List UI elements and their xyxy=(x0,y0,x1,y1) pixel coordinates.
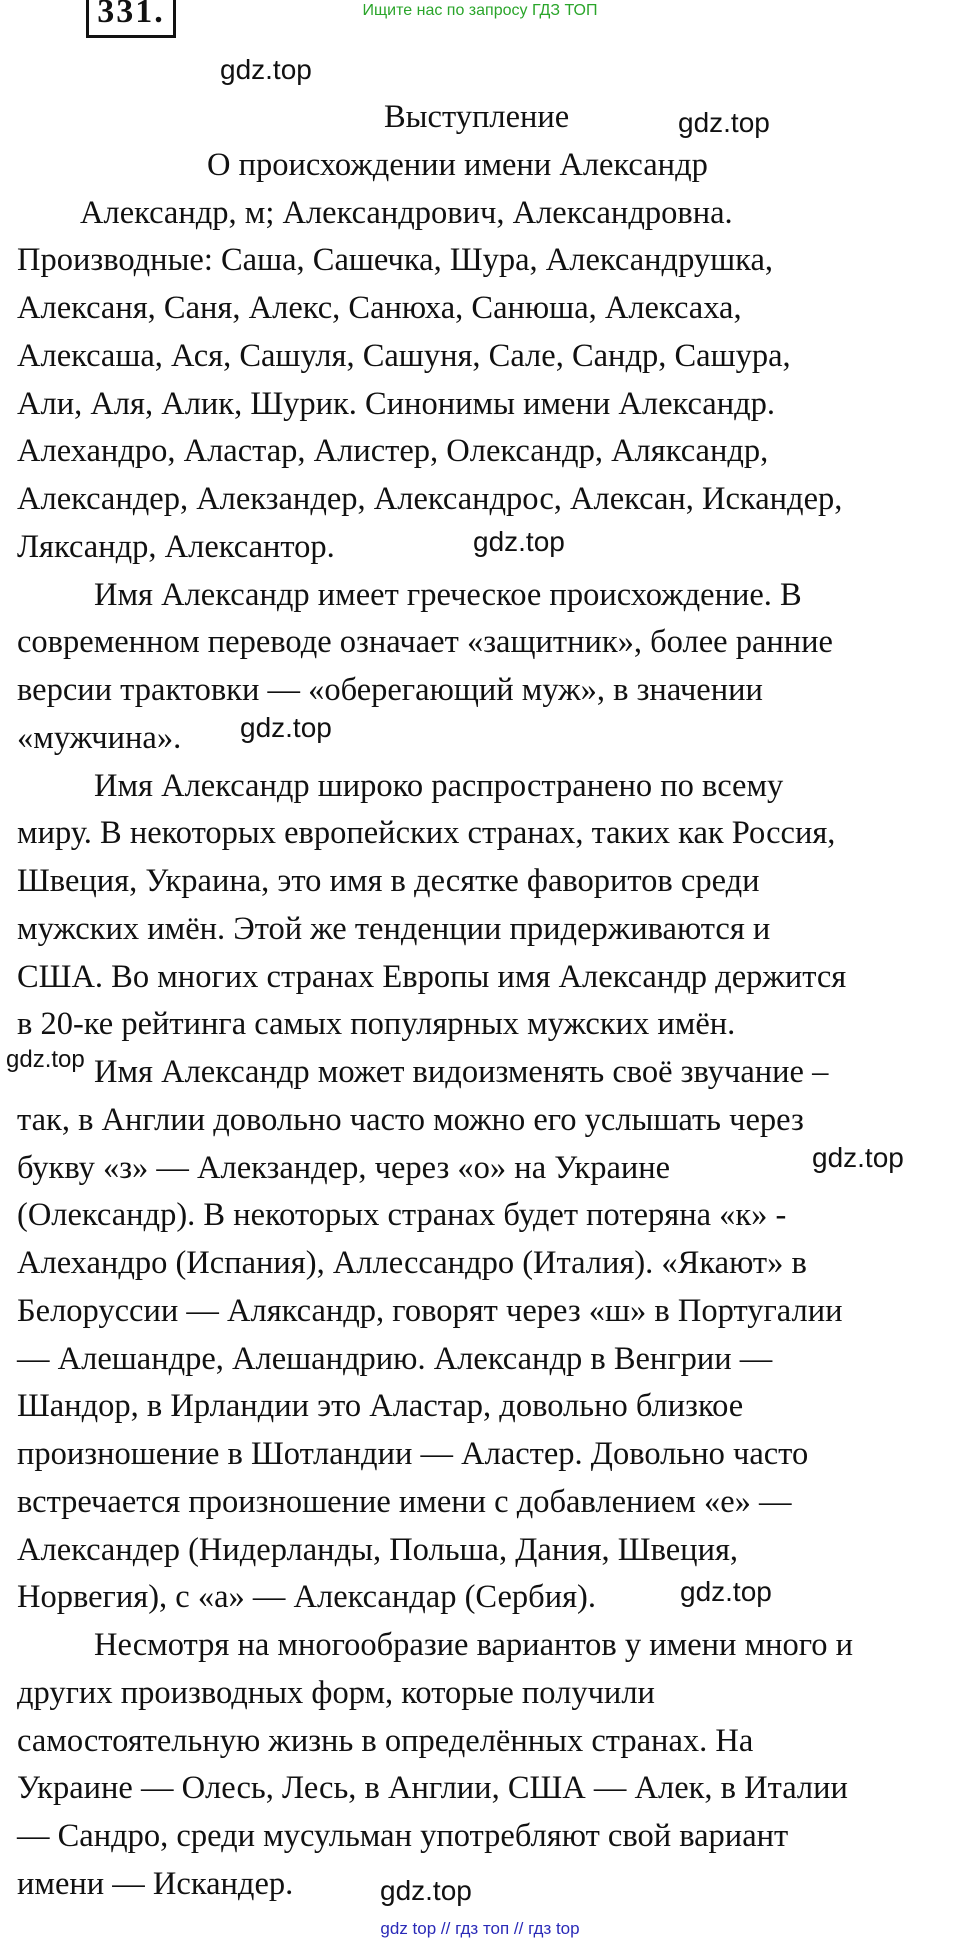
task-number-box: 331. xyxy=(86,0,176,38)
text-line: так, в Англии довольно часто можно его услышать через xyxy=(17,1102,804,1138)
watermark: gdz.top xyxy=(380,1875,472,1906)
top-banner: Ищите нас по запросу ГДЗ ТОП xyxy=(362,2,598,19)
text-line: Украине — Олесь, Лесь, в Англии, США — Алек, в Италии xyxy=(17,1770,848,1806)
text-line: букву «з» — Алекзандер, через «о» на Украине xyxy=(17,1150,671,1186)
text-line: Имя Александр может видоизменять своё звучание – xyxy=(94,1054,829,1090)
text-line: миру. В некоторых европейских странах, таких как Россия, xyxy=(17,815,836,851)
text-line: Алехандро (Испания), Аллессандро (Италия). «Якают» в xyxy=(17,1245,807,1281)
text-line: Норвегия), с «а» — Александар (Сербия). xyxy=(17,1579,596,1615)
text-line: Имя Александр широко распространено по всему xyxy=(94,768,784,804)
text-line: Али, Аля, Алик, Шурик. Синонимы имени Александр. xyxy=(17,386,776,422)
text-line: Ляксандр, Алексантор. xyxy=(17,529,335,565)
text-line: современном переводе означает «защитник», более ранние xyxy=(17,624,833,660)
text-line: Швеция, Украина, это имя в десятке фаворитов среди xyxy=(17,863,760,899)
watermark: gdz.top xyxy=(678,107,770,138)
text-line: — Сандро, среди мусульман употребляют свой вариант xyxy=(17,1818,789,1854)
bottom-footer: gdz top // гдз топ // гдз top xyxy=(380,1919,580,1938)
text-line: встречается произношение имени с добавлением «е» — xyxy=(17,1484,792,1520)
text-line: самостоятельную жизнь в определённых странах. На xyxy=(17,1723,754,1759)
text-line: Алексаня, Саня, Алекс, Санюха, Санюша, Алексаха, xyxy=(17,290,742,326)
speech-subtitle: О происхождении имени Александр xyxy=(207,147,708,183)
text-line: мужских имён. Этой же тенденции придерживаются и xyxy=(17,911,771,947)
text-line: Александр, м; Александрович, Александровна. xyxy=(80,195,733,231)
watermark: gdz.top xyxy=(812,1142,904,1173)
text-line: других производных форм, которые получили xyxy=(17,1675,655,1711)
text-line: в 20-ке рейтинга самых популярных мужских имён. xyxy=(17,1006,736,1042)
text-line: Алексаша, Ася, Сашуля, Сашуня, Сале, Сандр, Сашура, xyxy=(17,338,791,374)
text-line: Александер (Нидерланды, Польша, Дания, Швеция, xyxy=(17,1532,739,1568)
watermark: gdz.top xyxy=(680,1576,772,1607)
speech-title: Выступление xyxy=(384,99,570,135)
text-line: — Алешандре, Алешандрию. Александр в Венгрии — xyxy=(17,1341,773,1377)
watermark: gdz.top xyxy=(240,712,332,743)
text-line: США. Во многих странах Европы имя Александр держится xyxy=(17,959,847,995)
watermark: gdz.top xyxy=(220,54,312,85)
text-line: имени — Искандер. xyxy=(17,1866,294,1902)
text-line: Александер, Алекзандер, Александрос, Алексан, Искандер, xyxy=(17,481,843,517)
watermark: gdz.top xyxy=(473,526,565,557)
text-line: Имя Александр имеет греческое происхождение. В xyxy=(94,577,802,613)
watermark: gdz.top xyxy=(6,1046,85,1073)
text-line: произношение в Шотландии — Аластер. Довольно часто xyxy=(17,1436,809,1472)
text-line: Несмотря на многообразие вариантов у имени много и xyxy=(94,1627,854,1663)
text-line: Производные: Саша, Сашечка, Шура, Александрушка, xyxy=(17,242,774,278)
text-line: Шандор, в Ирландии это Аластар, довольно близкое xyxy=(17,1388,744,1424)
text-line: версии трактовки — «оберегающий муж», в значении xyxy=(17,672,763,708)
text-line: Алехандро, Аластар, Алистер, Олександр, Аляксандр, xyxy=(17,433,769,469)
text-line: Белоруссии — Аляксандр, говорят через «ш» в Португалии xyxy=(17,1293,843,1329)
text-line: (Олександр). В некоторых странах будет потеряна «к» - xyxy=(17,1197,787,1233)
text-line: «мужчина». xyxy=(17,720,182,756)
